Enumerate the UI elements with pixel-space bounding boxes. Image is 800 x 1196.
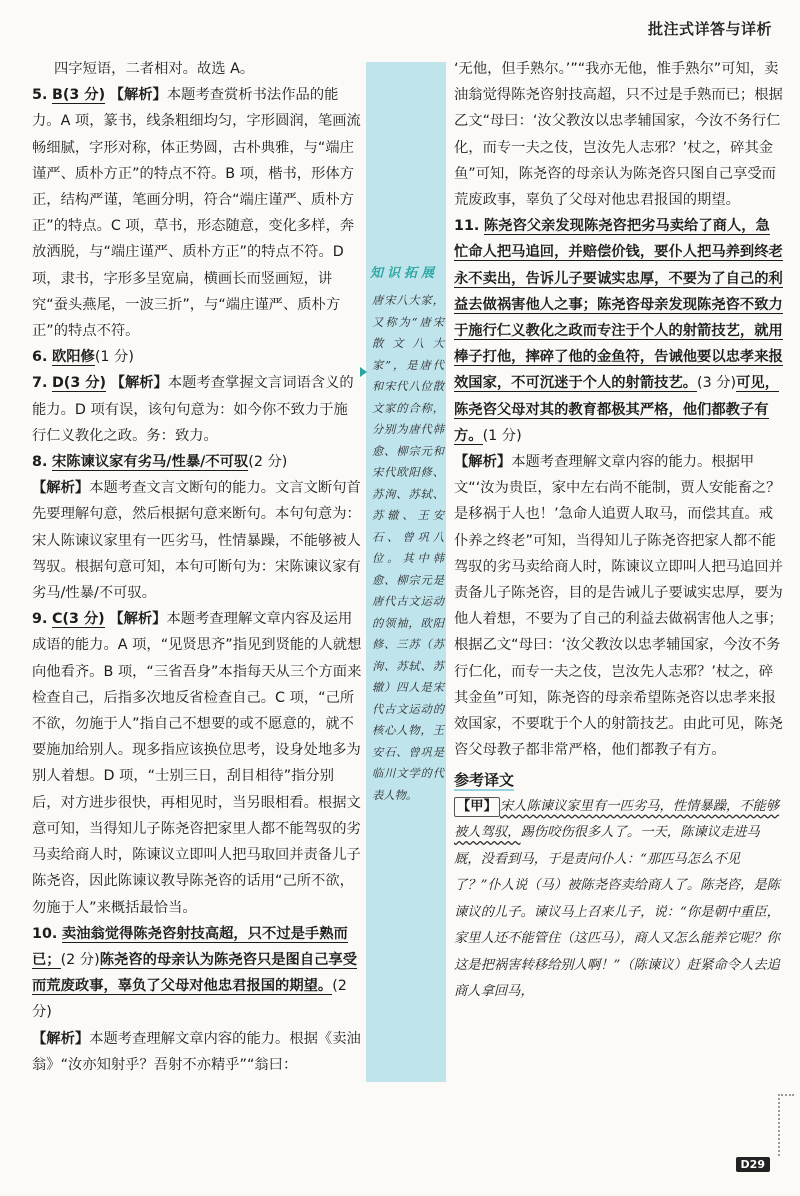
reference-translation-heading-text: 参考译文 xyxy=(454,771,515,790)
question-8 xyxy=(32,449,362,606)
q10-number: 10. xyxy=(32,925,58,942)
page-corner-decoration xyxy=(778,1094,794,1156)
q7-answer: D(3 分) xyxy=(51,375,107,392)
q11-number: 11. xyxy=(454,218,480,235)
q5-number: 5. xyxy=(32,87,48,104)
q4-continuation: 四字短语，二者相对。故选 A。 xyxy=(54,61,255,77)
page-number: D29 xyxy=(736,1157,770,1172)
q11-score-a: (3 分) xyxy=(697,375,737,392)
q11-analysis-tag: 【解析】 xyxy=(454,454,512,471)
page-header-title: 批注式详答与详析 xyxy=(647,20,772,38)
q9-number: 9. xyxy=(32,611,48,628)
q8-number: 8. xyxy=(32,454,48,471)
q5-analysis: 本题考查赏析书法作品的能力。A 项，篆书，线条粗细均匀，字形圆润，笔画流畅细腻，字形对称，体正势圆，古朴典雅，与“端庄谨严、质朴方正”的特点不符。B 项，楷书，形体方正，结构严谨，笔画分明，符合“端庄谨严、质朴方正”的特点。C 项，草书，形态随意，变化多样，奔放洒脱，与“端庄谨严、质朴方正”的特点不符。D 项，隶书，字形多呈宽扁，横画长而竖画短，讲究“蚕头燕尾，一波三折”，与“端庄谨严、质朴方正”的特点不符。 xyxy=(32,87,361,340)
q9-answer: C(3 分) xyxy=(51,611,105,628)
q10-answer-b: 陈尧咨的母亲认为陈尧咨只是图自己享受而荒废政事，辜负了父母对他忠君报国的期望。 xyxy=(32,951,358,995)
q6-answer: 欧阳修 xyxy=(51,349,95,366)
q7-number: 7. xyxy=(32,375,48,392)
q5-analysis-tag: 【解析】 xyxy=(109,87,167,104)
q10-continuation: ‘无他，但手熟尔。’”“我亦无他，惟手熟尔”可知，卖油翁觉得陈尧咨射技高超，只不过是手熟而已；根据乙文“母曰：‘汝父教汝以忠孝辅国家，今汝不务行仁化，而专一夫之伎，岂汝先人志邪？’杖之，碎其金鱼”可知，陈尧咨的母亲认为陈尧咨只图自己享受而荒废政事，辜负了父母对他忠君报国的期望。 xyxy=(454,61,783,209)
q8-analysis-tag: 【解析】 xyxy=(32,480,90,497)
question-7 xyxy=(32,370,362,449)
q11-answer-a: 陈尧咨父亲发现陈尧咨把劣马卖给了商人，急忙命人把马追回，并赔偿价钱，要仆人把马养到终老永不卖出，告诉儿子要诚实忠厚，不要为了自己的利益去做祸害他人之事；陈尧咨母亲发现陈尧咨不致力于施行仁义教化之政而专注于个人的射箭技艺，就用棒子打他，摔碎了他的金鱼符，告诫他要以忠孝来报效国家，不可沉迷于个人的射箭技艺。 xyxy=(454,218,783,392)
q11-analysis: 本题考查理解文章内容的能力。根据甲文“‘汝为贵臣，家中左右尚不能制，贾人安能畜之？是移祸于人也！’急命人追贾人取马，而偿其直。戒仆养之终老”可知，当得知儿子陈尧咨把家人都不能驾驭的劣马卖给商人时，陈谏议立即叫人把马追回并责备儿子陈尧咨，目的是告诫儿子要诚实忠厚，要为他人着想，不要为了自己的利益去做祸害他人之事；根据乙文“母曰：‘汝父教汝以忠孝辅国家，今汝不务行仁化，而专一夫之伎，岂汝先人志邪？’杖之，碎其金鱼”可知，陈尧咨的母亲希望陈尧咨以忠孝来报效国家，不要耽于个人的射箭技艺。由此可见，陈尧咨父母教子都非常严格，他们都教子有方。 xyxy=(454,454,783,759)
q10-score-a: (2 分) xyxy=(60,951,100,968)
reference-translation xyxy=(454,794,784,1006)
q8-analysis: 本题考查文言文断句的能力。文言文断句首先要理解句意，然后根据句意来断句。本句句意为：宋人陈谏议家里有一匹劣马，性情暴躁，不能够被人驾驭。根据句意可知，本句可断句为：宋陈谏议家有劣马/性暴/不可驭。 xyxy=(32,480,361,602)
reference-translation-heading xyxy=(454,767,784,793)
q10-answer-a: 卖油翁觉得陈尧咨射技高超，只不过是手熟而已； xyxy=(32,925,348,968)
q8-answer: 宋陈谏议家有劣马/性暴/不可驭 xyxy=(51,454,249,471)
q8-score: (2 分) xyxy=(248,454,288,471)
q11-score-b: (1 分) xyxy=(482,427,522,444)
translation-body: 踢伤咬伤很多人了。一天，陈谏议走进马厩，没看到马，于是责问仆人：“那匹马怎么不见了？”仆人说（马）被陈尧咨卖给商人了。陈尧咨，是陈谏议的儿子。谏议马上召来儿子，说：“你是朝中重臣，家里人还不能管住（这匹马），商人又怎么能养它呢？你这是把祸害转移给别人啊！”（陈谏议）赶紧命令人去追商人拿回马， xyxy=(454,825,780,1000)
q10-analysis: 本题考查理解文章内容的能力。根据《卖油翁》“汝亦知射乎？吾射不亦精乎”“翁曰： xyxy=(32,1030,361,1073)
translation-highlight: 宋人陈谏议家里有一匹劣马，性情暴躁，不能够被人驾驭， xyxy=(454,798,780,841)
q10-analysis-tag: 【解析】 xyxy=(32,1030,90,1047)
q9-analysis-tag: 【解析】 xyxy=(109,611,167,628)
sidebar-title: 知识拓展 xyxy=(370,266,439,281)
question-9 xyxy=(32,606,362,920)
q6-number: 6. xyxy=(32,349,48,366)
q10-score-b: (2 分) xyxy=(32,978,347,1021)
q7-analysis: 本题考查掌握文言词语含义的能力。D 项有误，该句句意为：如今你不致力于施行仁义教化之政。务：致力。 xyxy=(32,375,354,444)
translation-jia-tag: 【甲】 xyxy=(454,797,500,817)
left-column xyxy=(32,56,362,1078)
question-6 xyxy=(32,344,362,370)
right-column xyxy=(454,56,784,1006)
question-10 xyxy=(32,921,362,1078)
question-11 xyxy=(454,213,784,763)
q9-analysis: 本题考查理解文章内容及运用成语的能力。A 项，“见贤思齐”指见到贤能的人就想向他看齐。B 项，“三省吾身”本指每天从三个方面来检查自己，后指多次地反省检查自己。C 项，“己所不欲，勿施于人”指自己不想要的或不愿意的，就不要施加给别人。现多指应该换位思考，设身处地多为别人着想。D 项，“士别三日，刮目相待”指分别后，对方进步很快，再相见时，当另眼相看。根据文意可知，当得知儿子陈尧咨把家里人都不能驾驭的劣马卖给商人时，陈谏议立即叫人把马取回并责备儿子陈尧咨，因此陈谏议教导陈尧咨的话用“己所不欲，勿施于人”来概括最恰当。 xyxy=(32,611,362,916)
q6-score: (1 分) xyxy=(94,349,134,366)
q7-analysis-tag: 【解析】 xyxy=(110,375,168,392)
q11-answer-b: 可见，陈尧咨父母对其的教育都极其严格，他们都教子有方。 xyxy=(454,375,780,444)
sidebar-text: 唐宋八大家，又称为“唐宋散文八大家”，是唐代和宋代八位散文家的合称，分别为唐代韩愈、柳宗元和宋代欧阳修、苏洵、苏轼、苏辙、王安石、曾巩八位。其中韩愈、柳宗元是唐代古文运动的领袖，欧阳修、三苏（苏洵、苏轼、苏辙）四人是宋代古文运动的核心人物，王安石、曾巩是临川文学的代表人物。 xyxy=(372,294,444,802)
sidebar-pointer-icon xyxy=(360,367,367,377)
question-5 xyxy=(32,82,362,344)
q5-answer: B(3 分) xyxy=(51,87,106,104)
